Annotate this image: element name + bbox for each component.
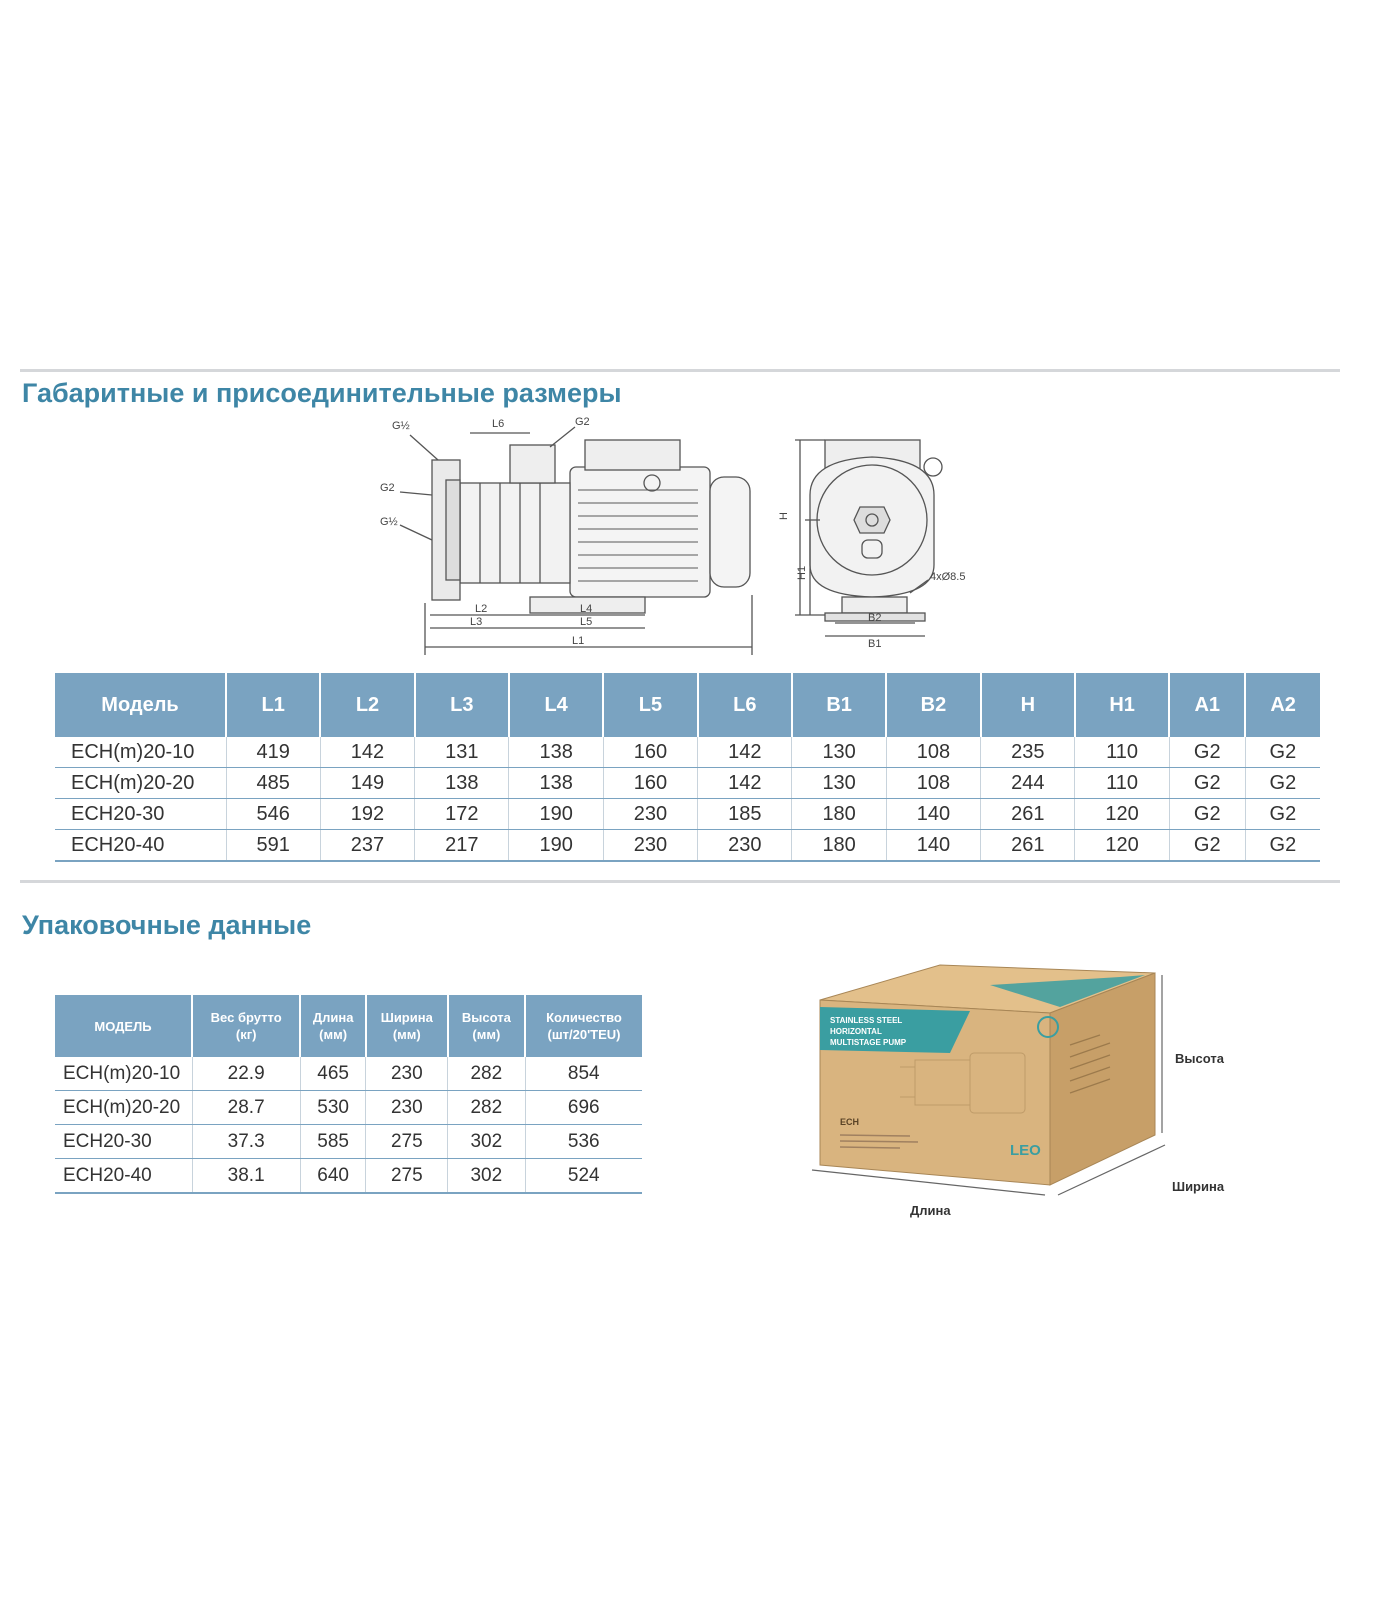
box-model: ECH [840,1117,860,1127]
box-print-line-1: STAINLESS STEEL [830,1016,903,1025]
pack-cell: 275 [366,1159,448,1194]
dim-cell: 180 [792,799,886,830]
dim-cell-model: ECH20-40 [55,830,226,862]
label-height: Высота [1175,1051,1224,1066]
pack-header-width [366,995,448,1057]
label-g2-side: G2 [380,482,395,494]
dim-header-h1: H1 [1075,673,1169,737]
dim-cell: G2 [1245,768,1320,799]
pack-header-weight [192,995,300,1057]
dim-cell: G2 [1169,830,1245,862]
dim-cell-model: ECH20-30 [55,799,226,830]
label-l1: L1 [572,635,585,647]
packaging-title: Упаковочные данные [22,910,312,940]
table-row [55,1159,642,1194]
dim-cell: 130 [792,737,886,768]
dim-cell: 217 [415,830,509,862]
pack-header-length-label: Длина [312,1010,354,1025]
pack-header-model-label: МОДЕЛЬ [94,1018,152,1034]
pack-cell: 640 [300,1159,366,1194]
table-row [55,768,1320,799]
pack-header-quantity-label: Количество [546,1010,622,1025]
dim-cell: 110 [1075,737,1169,768]
packaging-table [55,995,642,1194]
dim-cell: 108 [886,737,980,768]
pack-header-length [300,995,366,1057]
pack-header-height [448,995,525,1057]
dim-cell: G2 [1169,799,1245,830]
label-l5: L5 [580,616,593,628]
table-row [55,799,1320,830]
dim-header-model: Модель [55,673,226,737]
dim-cell: 142 [698,768,792,799]
pack-cell: 282 [448,1057,525,1091]
dim-cell: 230 [603,799,697,830]
dim-cell: 120 [1075,799,1169,830]
dim-cell: 230 [603,830,697,862]
label-l4: L4 [580,603,593,615]
dim-cell: 160 [603,737,697,768]
label-h: H [778,512,790,520]
label-l2: L2 [475,603,488,615]
label-h1: H1 [796,565,808,580]
dim-header-l2: L2 [320,673,414,737]
pack-header-length-unit: (мм) [319,1027,348,1042]
dim-header-a2: A2 [1245,673,1320,737]
dim-cell: 110 [1075,768,1169,799]
dim-header-l4: L4 [509,673,603,737]
table-row [55,1057,642,1091]
pack-cell: 465 [300,1057,366,1091]
dim-cell: 108 [886,768,980,799]
dim-cell: 131 [415,737,509,768]
dim-cell: G2 [1169,737,1245,768]
pack-cell: 585 [300,1125,366,1159]
dim-cell: 237 [320,830,414,862]
dimensions-header-row [55,673,1320,737]
pack-header-weight-label: Вес брутто [210,1010,282,1025]
label-l3: L3 [470,616,483,628]
pack-cell: 302 [448,1159,525,1194]
pack-cell: 230 [366,1057,448,1091]
pack-header-height-label: Высота [461,1010,511,1025]
table-row [55,1091,642,1125]
dim-cell: 235 [981,737,1075,768]
dim-cell: 419 [226,737,320,768]
pack-cell: 524 [525,1159,642,1194]
label-width: Ширина [1172,1179,1225,1194]
dim-cell: 140 [886,799,980,830]
label-b1: B1 [868,638,882,650]
dim-cell: 185 [698,799,792,830]
label-l6: L6 [492,418,505,430]
dim-cell: 261 [981,799,1075,830]
label-b2: B2 [868,612,882,624]
dim-cell: 546 [226,799,320,830]
dim-cell: 138 [509,768,603,799]
middle-divider [20,880,1340,883]
dim-cell: 142 [320,737,414,768]
dim-cell: 138 [509,737,603,768]
dim-cell: 160 [603,768,697,799]
dimensions-table [55,673,1320,862]
dim-cell: 230 [698,830,792,862]
pack-cell: 37.3 [192,1125,300,1159]
box-illustration [800,955,1270,1220]
dim-cell: 172 [415,799,509,830]
pack-cell: 38.1 [192,1159,300,1194]
pack-header-height-unit: (мм) [472,1027,501,1042]
pack-cell: 275 [366,1125,448,1159]
pack-header-model [55,995,192,1057]
label-length: Длина [910,1203,951,1218]
pack-cell: 22.9 [192,1057,300,1091]
dim-cell: 192 [320,799,414,830]
dim-cell: G2 [1245,799,1320,830]
dim-header-l6: L6 [698,673,792,737]
pack-cell-model: ECH(m)20-20 [55,1091,192,1125]
dimensions-title: Габаритные и присоединительные размеры [22,378,622,408]
pack-header-quantity-unit: (шт/20'TEU) [547,1027,621,1042]
pack-cell: 28.7 [192,1091,300,1125]
dim-cell: 149 [320,768,414,799]
dim-header-l5: L5 [603,673,697,737]
label-g-half-top: G½ [392,420,410,432]
dim-cell: 138 [415,768,509,799]
dim-header-l1: L1 [226,673,320,737]
dim-cell: 130 [792,768,886,799]
pack-cell-model: ECH20-40 [55,1159,192,1194]
dim-cell: 180 [792,830,886,862]
box-print-line-3: MULTISTAGE PUMP [830,1038,907,1047]
table-row [55,737,1320,768]
pack-cell: 536 [525,1125,642,1159]
pack-cell: 854 [525,1057,642,1091]
table-row [55,830,1320,862]
dim-cell: 485 [226,768,320,799]
pack-header-width-unit: (мм) [392,1027,421,1042]
pack-cell-model: ECH(m)20-10 [55,1057,192,1091]
dim-header-b1: B1 [792,673,886,737]
pump-front-drawing [780,425,1000,650]
dim-header-b2: B2 [886,673,980,737]
dim-cell: 261 [981,830,1075,862]
packaging-header-row [55,995,642,1057]
dim-cell: 190 [509,830,603,862]
pack-cell: 530 [300,1091,366,1125]
dim-cell: 140 [886,830,980,862]
dim-cell-model: ECH(m)20-20 [55,768,226,799]
dim-header-a1: A1 [1169,673,1245,737]
pack-cell-model: ECH20-30 [55,1125,192,1159]
pack-header-weight-unit: (кг) [235,1027,257,1042]
pack-cell: 230 [366,1091,448,1125]
dim-cell: 190 [509,799,603,830]
dim-cell-model: ECH(m)20-10 [55,737,226,768]
label-holes: 4xØ8.5 [930,571,966,583]
label-g-half-bottom: G½ [380,516,398,528]
pack-cell: 302 [448,1125,525,1159]
pump-side-drawing [380,415,780,665]
dim-header-h: H [981,673,1075,737]
pack-cell: 696 [525,1091,642,1125]
label-g2-top: G2 [575,416,590,428]
dim-cell: 142 [698,737,792,768]
dim-cell: G2 [1245,830,1320,862]
pack-header-width-label: Ширина [380,1010,433,1025]
dim-header-l3: L3 [415,673,509,737]
box-print-line-2: HORIZONTAL [830,1027,882,1036]
pack-header-quantity [525,995,642,1057]
dim-cell: 120 [1075,830,1169,862]
box-brand-logo: LEO [1010,1142,1041,1159]
table-row [55,1125,642,1159]
dim-cell: 591 [226,830,320,862]
dim-cell: 244 [981,768,1075,799]
top-divider [20,369,1340,372]
pack-cell: 282 [448,1091,525,1125]
dim-cell: G2 [1169,768,1245,799]
dim-cell: G2 [1245,737,1320,768]
